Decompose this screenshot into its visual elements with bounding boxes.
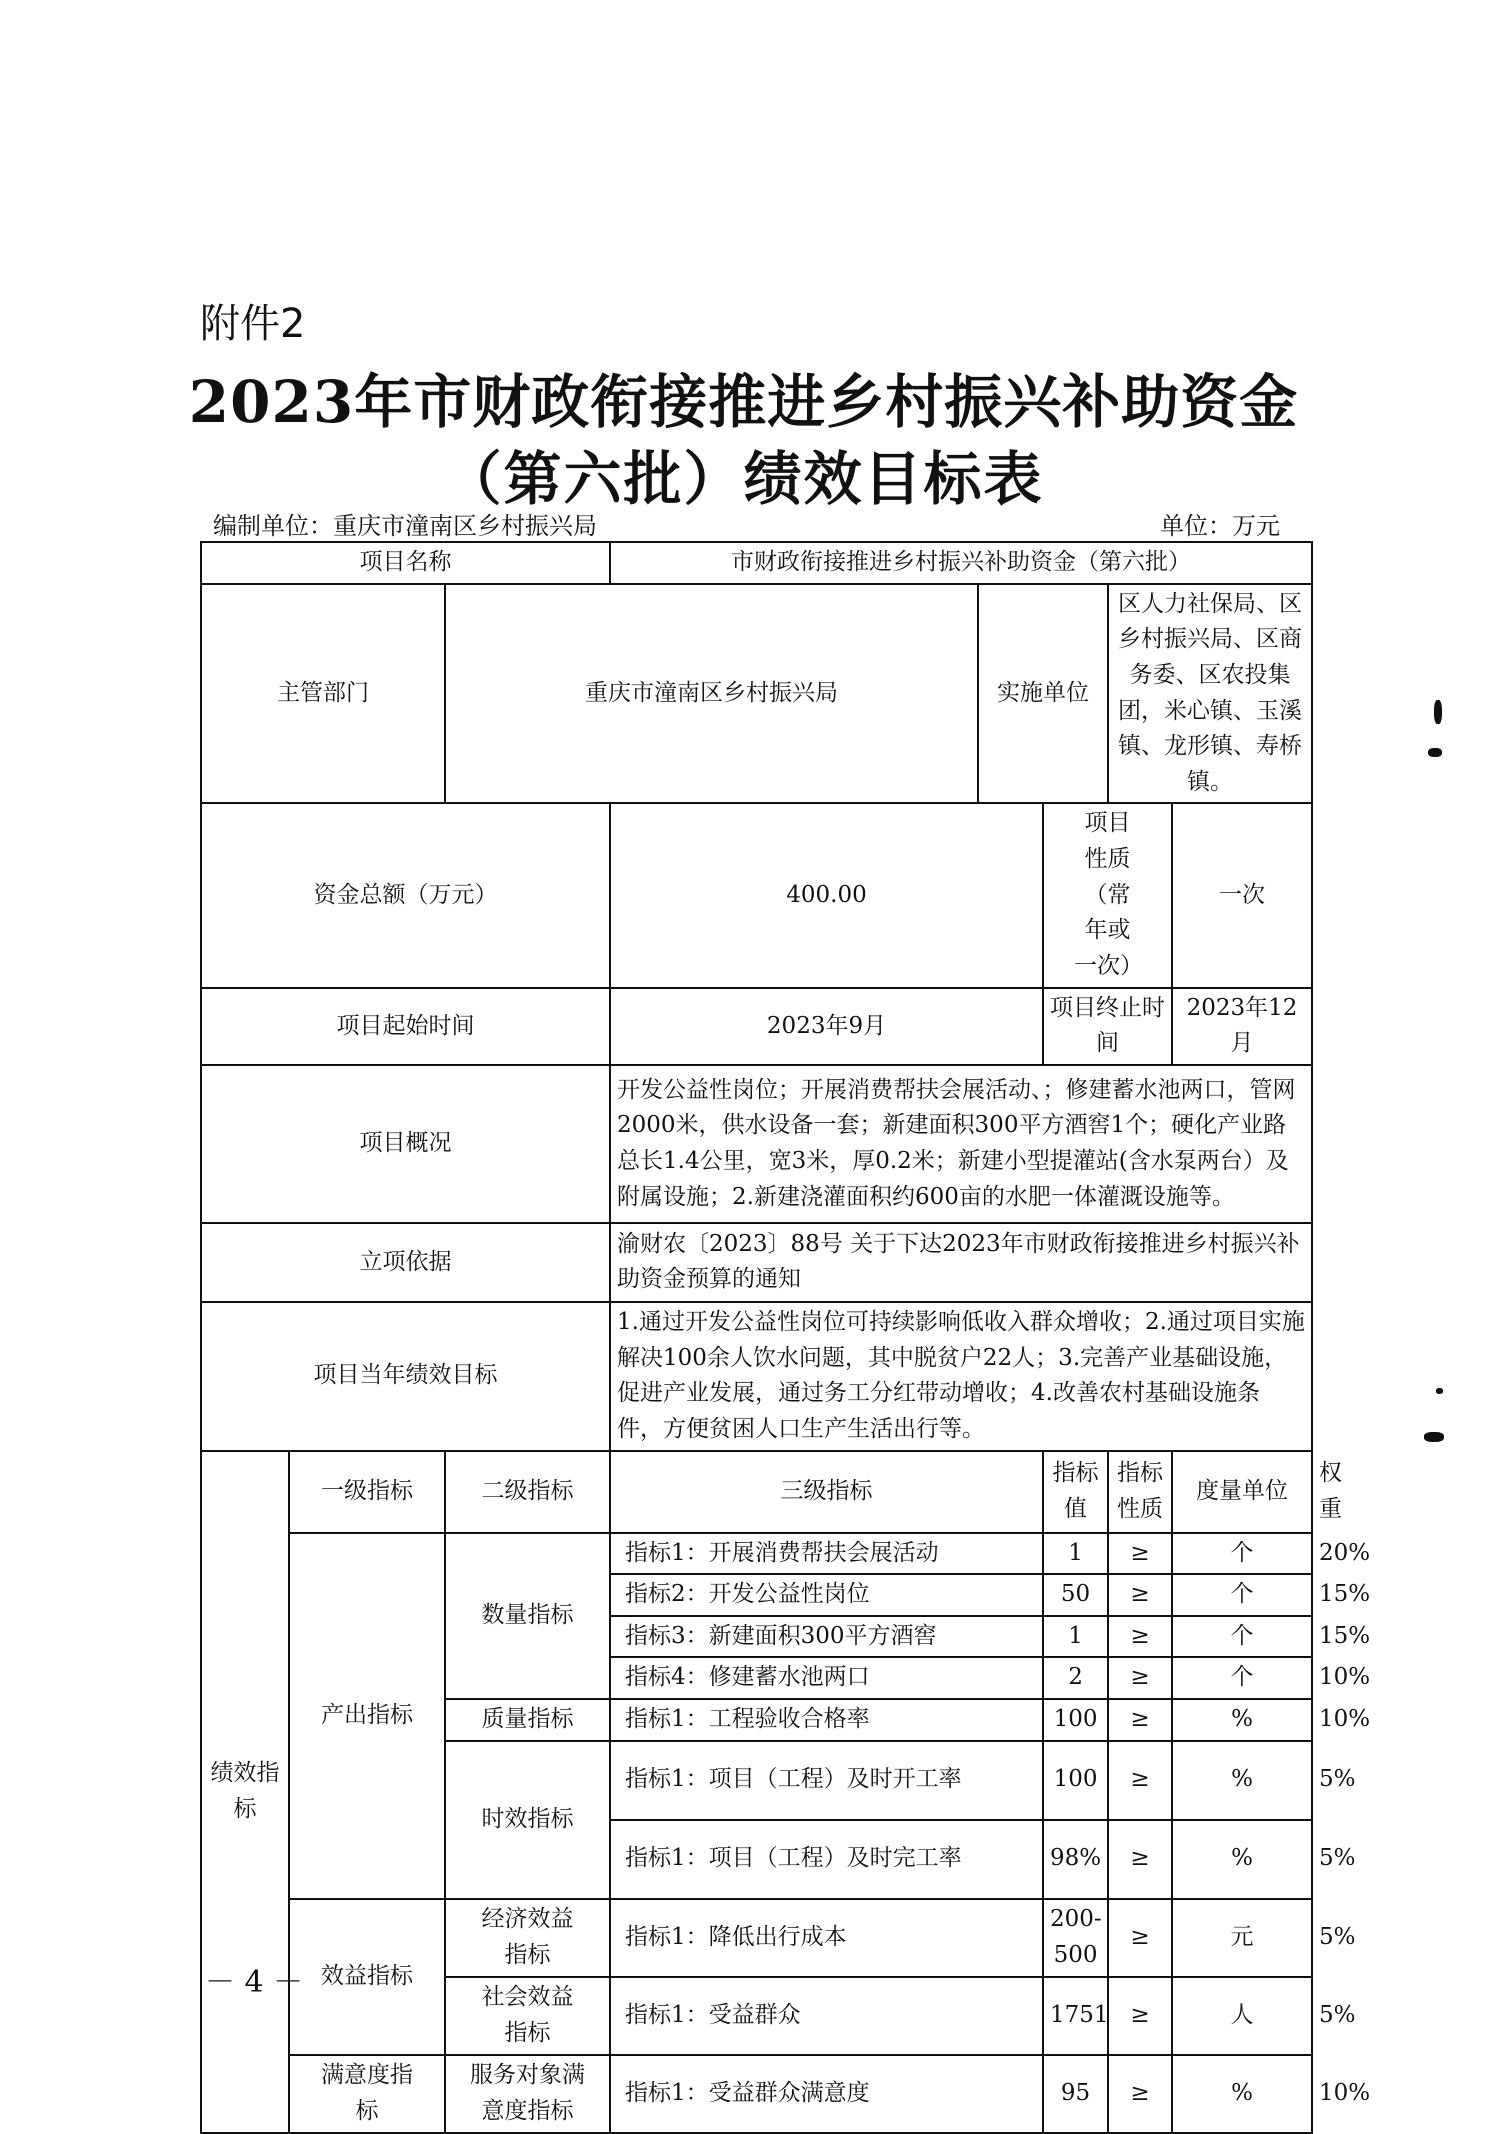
level2-service-satisfaction: 服务对象满意度指标 — [445, 2055, 610, 2133]
indicator-row-value: 100 — [1043, 1699, 1108, 1741]
indicator-row-unit: % — [1172, 1741, 1312, 1820]
level1-satisfaction: 满意度指标 — [289, 2055, 445, 2133]
indicator-row-name: 指标1：项目（工程）及时开工率 — [610, 1741, 1043, 1820]
performance-indicators-label: 绩效指标 — [201, 1451, 289, 2133]
basis-label: 立项依据 — [201, 1223, 610, 1302]
indicator-row-unit: 个 — [1172, 1574, 1312, 1616]
indicator-row-value: 2 — [1043, 1657, 1108, 1699]
document-title-line2: （第六批）绩效目标表 — [443, 445, 1044, 513]
level2-quantity: 数量指标 — [445, 1533, 610, 1700]
indicator-row-value: 1 — [1043, 1533, 1108, 1575]
indicator-row-unit: 元 — [1172, 1899, 1312, 1977]
compiling-unit: 编制单位：重庆市潼南区乡村振兴局 — [213, 512, 597, 540]
indicator-row-nature: ≥ — [1108, 1899, 1172, 1977]
level2-quality: 质量指标 — [445, 1699, 610, 1741]
indicator-row-nature: ≥ — [1108, 1574, 1172, 1616]
indicator-row-name: 指标1：开展消费帮扶会展活动 — [610, 1533, 1043, 1575]
indicator-row-nature: ≥ — [1108, 1699, 1172, 1741]
level2-timeliness: 时效指标 — [445, 1741, 610, 1899]
start-label: 项目起始时间 — [201, 988, 610, 1065]
indicator-row-value: 98% — [1043, 1820, 1108, 1899]
scan-artifact — [1436, 1388, 1443, 1394]
dept-value: 重庆市潼南区乡村振兴局 — [445, 584, 978, 804]
indicator-row-nature: ≥ — [1108, 1977, 1172, 2055]
indicator-row-nature: ≥ — [1108, 1657, 1172, 1699]
indicator-row-name: 指标1：受益群众满意度 — [610, 2055, 1043, 2133]
indicator-row-value: 95 — [1043, 2055, 1108, 2133]
indicator-row-nature: ≥ — [1108, 1533, 1172, 1575]
header-value: 指标值 — [1043, 1451, 1108, 1533]
header-nature: 指标性质 — [1108, 1451, 1172, 1533]
overview-text: 开发公益性岗位；开展消费帮扶会展活动、；修建蓄水池两口，管网2000米，供水设备一套；新建面积300平方酒窖1个；硬化产业路总长1.4公里，宽3米，厚0.2米；新建小型提灌站(含水泵两台）及附属设施；2.新建浇灌面积约600亩的水肥一体灌溉设施等。 — [610, 1065, 1312, 1223]
indicator-row-unit: 人 — [1172, 1977, 1312, 2055]
indicator-row-unit: % — [1172, 1699, 1312, 1741]
indicator-row-value: 1 — [1043, 1616, 1108, 1658]
scan-artifact — [1434, 700, 1442, 724]
level2-economic: 经济效益指标 — [445, 1899, 610, 1977]
level2-social: 社会效益指标 — [445, 1977, 610, 2055]
goal-text: 1.通过开发公益性岗位可持续影响低收入群众增收；2.通过项目实施解决100余人饮水问题，其中脱贫户22人；3.完善产业基础设施，促进产业发展，通过务工分红带动增收；4.改善农村基础设施条件，方便贫困人口生产生活出行等。 — [610, 1302, 1312, 1451]
indicator-row-name: 指标1：工程验收合格率 — [610, 1699, 1043, 1741]
nature-value: 一次 — [1172, 803, 1312, 987]
header-unit: 度量单位 — [1172, 1451, 1312, 1533]
indicator-row-unit: 个 — [1172, 1533, 1312, 1575]
indicator-row-name: 指标1：降低出行成本 — [610, 1899, 1043, 1977]
indicator-row-name: 指标4：修建蓄水池两口 — [610, 1657, 1043, 1699]
level1-benefit: 效益指标 — [289, 1899, 445, 2055]
currency-unit: 单位：万元 — [1160, 512, 1280, 540]
page-number: － 4 － — [205, 1965, 304, 2000]
impl-value: 区人力社保局、区乡村振兴局、区商务委、区农投集团，米心镇、玉溪镇、龙形镇、寿桥镇。 — [1108, 584, 1312, 804]
end-value: 2023年12月 — [1172, 988, 1312, 1065]
indicator-row-name: 指标1：项目（工程）及时完工率 — [610, 1820, 1043, 1899]
scan-artifact — [1428, 748, 1442, 757]
indicator-row-nature: ≥ — [1108, 1820, 1172, 1899]
nature-label: 项目性质（常年或一次） — [1043, 803, 1172, 987]
start-value: 2023年9月 — [610, 988, 1043, 1065]
indicator-row-nature: ≥ — [1108, 1741, 1172, 1820]
indicator-row-value: 200-500 — [1043, 1899, 1108, 1977]
scan-artifact — [1424, 1432, 1444, 1442]
indicator-row-unit: % — [1172, 1820, 1312, 1899]
overview-label: 项目概况 — [201, 1065, 610, 1223]
fund-label: 资金总额（万元） — [201, 803, 610, 987]
indicator-row-nature: ≥ — [1108, 1616, 1172, 1658]
project-name-label: 项目名称 — [201, 542, 610, 584]
level1-output: 产出指标 — [289, 1533, 445, 1899]
goal-label: 项目当年绩效目标 — [201, 1302, 610, 1451]
dept-label: 主管部门 — [201, 584, 445, 804]
impl-label: 实施单位 — [978, 584, 1108, 804]
indicator-row-unit: 个 — [1172, 1616, 1312, 1658]
header-level2: 二级指标 — [445, 1451, 610, 1533]
indicator-row-value: 1751 — [1043, 1977, 1108, 2055]
indicator-row-value: 50 — [1043, 1574, 1108, 1616]
performance-target-table: 项目名称 市财政衔接推进乡村振兴补助资金（第六批） 主管部门 重庆市潼南区乡村振兴局 实施单位 区人力社保局、区乡村振兴局、区商务委、区农投集团，米心镇、玉溪镇、龙形镇、寿桥镇。 资金总额（万元） 400.00 项目性质（常年或一次） 一次 项目起始时间 2023年9月 项目终止时间 2023年12月 项目概况 开发公益性岗位；开展消费帮扶会展活动、；修建蓄水池两口，管网2000米，供水设备一套；新建面积300平方酒窖1个；硬化产业路总长1.4公里，宽3米，厚0.2米；新建小型提灌站(含水泵两台）及附属设施；2.新建浇灌面积约600亩的水肥一体灌溉设施等。 立项依据 渝财农〔2023〕88号 关于下达2023年市财政衔接推进乡村振兴补助资金预算的通知 项目当年绩效目标 1.通过开发公益性岗位可持续影响低收入群众增收；2.通过项目实施解决100余人饮水问题，其中脱贫户22人；3.完善产业基础设施，促进产业发展，通过务工分红带动增收；4.改善农村基础设施条件，方便贫困人口生产生活出行等。 绩效指标 一级指标 二级指标 三级指标 指标值 指标性质 度量单位 权重 产出指标 数量指标 指标1：开展消费帮扶会展活动 1 ≥ 个 20% 指标2：开发公益性岗位 50 ≥ 个 15% 指标3：新建面积300平方酒窖 1 ≥ 个 15% 指标4：修建蓄水池两口 2 ≥ 个 10% 质量指标 指标1：工程验收合格率 100 ≥ % 10% 时效指标 指标1：项目（工程）及时开工率 100 ≥ % 5% 指标1：项目（工程）及时完工率 98% ≥ % 5% 效益指标 经济效益指标 指标1：降低出行成本 200-500 ≥ 元 5% 社会效益指标 指标1：受益群众 1751 ≥ 人 5% 满意度指标 服务对象满意度指标 指标1：受益群众满意度 95 ≥ % 10% — [200, 541, 1313, 2134]
indicator-row-unit: % — [1172, 2055, 1312, 2133]
attachment-label: 附件2 — [200, 301, 306, 347]
end-label: 项目终止时间 — [1043, 988, 1172, 1065]
basis-text: 渝财农〔2023〕88号 关于下达2023年市财政衔接推进乡村振兴补助资金预算的通知 — [610, 1223, 1312, 1302]
indicator-row-nature: ≥ — [1108, 2055, 1172, 2133]
indicator-row-name: 指标3：新建面积300平方酒窖 — [610, 1616, 1043, 1658]
indicator-row-unit: 个 — [1172, 1657, 1312, 1699]
header-level3: 三级指标 — [610, 1451, 1043, 1533]
indicator-row-name: 指标2：开发公益性岗位 — [610, 1574, 1043, 1616]
project-name-value: 市财政衔接推进乡村振兴补助资金（第六批） — [610, 542, 1312, 584]
indicator-row-name: 指标1：受益群众 — [610, 1977, 1043, 2055]
fund-value: 400.00 — [610, 803, 1043, 987]
header-level1: 一级指标 — [289, 1451, 445, 1533]
indicator-row-value: 100 — [1043, 1741, 1108, 1820]
document-title-line1: 2023年市财政衔接推进乡村振兴补助资金 — [188, 368, 1299, 436]
